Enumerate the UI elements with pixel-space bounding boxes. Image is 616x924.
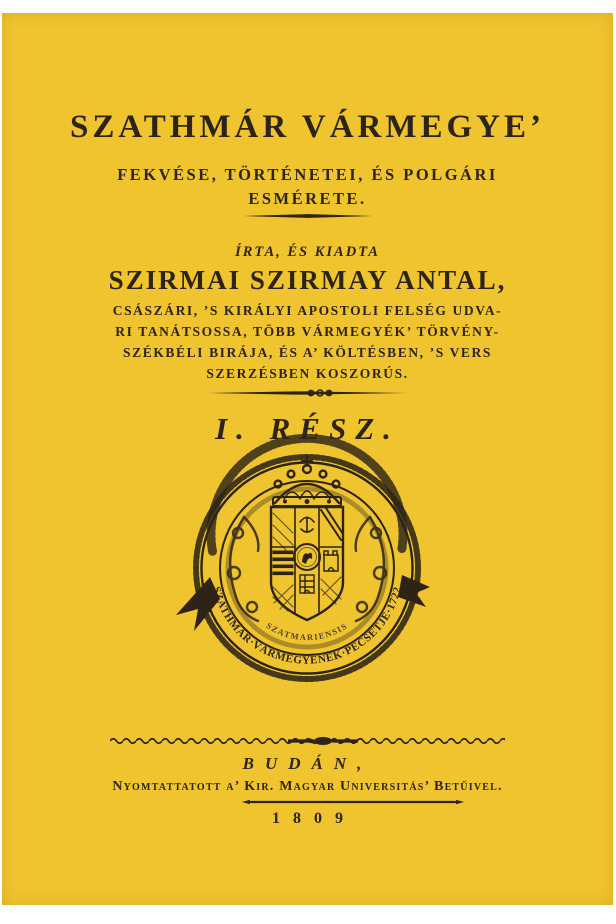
seal-inner-legend: SZATMARIENSIS	[264, 620, 350, 643]
county-seal-icon	[174, 447, 440, 715]
divider-rule-thin	[2, 212, 613, 220]
subtitle-line-1: FEKVÉSE, TÖRTÉNETEI, ÉS POLGÁRI	[117, 165, 498, 184]
divider-rule-beaded	[2, 388, 613, 398]
part-number: I. RÉSZ.	[215, 411, 400, 446]
wavy-rule-icon	[110, 735, 505, 747]
seal-outer-legend: SZATHMÁR·VÁRMEGYÉNEK·PECSÉTJE·1722	[210, 585, 404, 667]
book-cover	[2, 13, 613, 905]
thin-rule-icon	[242, 799, 464, 805]
byline: ÍRTA, ÉS KIADTA	[235, 244, 380, 260]
author-credentials-line: SZERZÉSBEN KOSZORÚS.	[206, 366, 409, 381]
author-name: SZIRMAI SZIRMAY ANTAL,	[108, 265, 507, 295]
beaded-rule-icon	[208, 388, 408, 398]
imprint-city: BUDÁN,	[242, 754, 373, 773]
author-credentials-line: RI TANÁTSOSSA, TÖBB VÁRMEGYÉK’ TÖRVÉNY-	[115, 324, 500, 339]
divider-wavy-rule	[2, 735, 613, 747]
subtitle-line-2: ESMÉRETE.	[248, 189, 367, 208]
author-credentials-line: SZÉKBÉLI BIRÁJA, ÉS A’ KÖLTÉSBEN, ’S VERS	[123, 345, 492, 360]
imprint-year: 1809	[272, 810, 356, 827]
tapered-rule-icon	[243, 212, 373, 220]
county-seal	[174, 447, 440, 715]
imprint-rule	[2, 799, 613, 805]
book-title: SZATHMÁR VÁRMEGYE’	[69, 109, 546, 145]
author-credentials-line: CSÁSZÁRI, ’S KIRÁLYI APOSTOLI FELSÉG UDVA-	[112, 303, 503, 318]
imprint-printer: Nyomtattatott a’ Kir. Magyar Universitás’ Betűivel.	[112, 779, 503, 794]
